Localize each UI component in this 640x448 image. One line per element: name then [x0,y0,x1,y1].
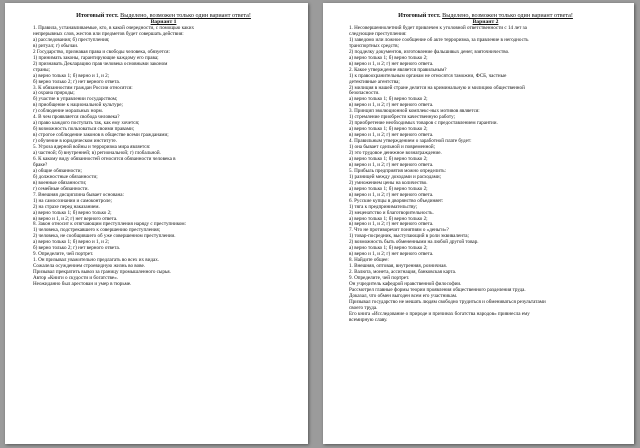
document-line: 9. Определите, чей портрет. [349,275,410,282]
document-line: 7. Что не противоречит понятиям о «деньги»? [349,227,449,234]
document-line: 2. Валюта, монета, ассигнация, банковская карта. [349,269,457,276]
document-line: 2) приобретение необходимых товаров с предоставлением гарантии. [349,120,498,127]
document-line: а) верно только 1; б) верно и 1, и 2; [33,72,110,79]
document-line: в) военные обязанности; [33,179,87,186]
document-line: а) верно только 1; б) верно только 2; [349,215,428,222]
document-line: Рассмотрел главные формы теории проявления общественного разделения труда. [349,286,526,293]
document-line: 2) меценатство и благотворительность. [349,209,434,216]
document-line: г) соблюдение моральных норм. [33,108,103,115]
document-line: 6. К какому виду обязанностей относится обязанности человека в [33,155,176,162]
document-line: в) строгое соблюдение законов в обществе всеми гражданами; [33,132,169,139]
document-line: 2) на страхе перед наказанием. [33,203,100,210]
document-line: в) верно и 1, и 2; г) нет верного ответа. [349,191,434,198]
document-line: в) приобщение к национальной культуре; [33,102,123,109]
document-line: 3. Принцип эволюционной комплекс-ных мотивов является: [349,108,480,115]
document-line: непрерывных слов, жестов или предметов будет совершать действия: [33,30,184,37]
document-line: страны; [33,66,50,73]
document-line: а) верно только 1; б) верно только 2; [349,155,428,162]
document-line: г) семейные обязанности. [33,185,89,192]
document-line: Он учредитель кафедрой нравственной философии. [349,280,462,287]
document-line: а) право каждого поступать так, как ему хочется; [33,120,140,127]
document-line: безопасности. [349,90,380,97]
document-line: а) расследования; б) преступления; [33,36,110,43]
question-list [349,26,622,324]
document-page-left [5,3,308,444]
document-line: 5. Прибыль предприятия можно определить: [349,167,446,174]
document-line: в) верно и 1, и 2; г) нет верного ответа. [349,132,434,139]
page-title [349,12,622,19]
document-line: 1) товар-посредник, выступающий в роли эквивалента; [349,233,469,240]
document-line: в) верно и 1, и 2; г) нет верного ответа. [349,251,434,258]
document-line: а) верно только 1; б) верно только 2; [349,126,428,133]
document-line: а) частной; б) внутренней; в) региональной; г) глобальной. [33,150,161,157]
document-line: 1. Он призывал уважительно предлагать во всех их видах. [33,257,160,264]
document-line: г) обучение в юридическом институте. [33,138,117,145]
document-line: 2) признавать Декларацию прав человека основными законом [33,60,168,67]
document-line: в) верно и 1, и 2; г) нет верного ответа. [349,102,434,109]
document-line: 1. Правила, устанавливаемые, кто, в какой очередности, с помощью каких [33,25,195,31]
document-line: транспортных средств; [349,42,399,49]
document-line: 1) она бывает сдельной и повременной; [349,144,436,151]
document-line: б) возможность пользоваться своими правами; [33,126,135,133]
document-line: 2. Какое утверждение является правильным? [349,66,447,73]
document-line: а) верно только 1; б) верно только 2; [349,185,428,192]
document-line: в) верно и 1, и 2; г) нет верного ответа. [349,161,434,168]
document-line: следующие преступления: [349,30,407,37]
document-line: 1) разницей между доходами и расходами; [349,173,441,180]
document-line: б) участие в управлении государством; [33,96,118,103]
document-line: 2) милиция в нашей стране делится на криминальную и милицию общественной [349,84,525,91]
document-line: 2) возможность быть обмененными на любой другой товар. [349,239,479,246]
document-line: а) верно только 1; б) верно только 2; [349,54,428,61]
document-line: а) верно только 1; б) верно только 2; [349,96,428,103]
question-list [33,26,294,288]
document-line: 8. Найдите общее: [349,257,389,264]
document-line: своего труда. [349,304,378,311]
variant-heading: Вариант 2 [472,19,499,25]
document-line: 1) тяга к предпринимательству; [349,203,418,210]
page-title [33,12,294,19]
document-line: 4. В чем проявляется свобода человека? [33,114,120,121]
title-text: Итоговый тест. [76,12,119,19]
document-line: а) верно только 1; б) верно и 1, и 2; [33,239,110,246]
document-line: Призывал государство не мешать людям свободно трудиться и обмениваться результатами [349,298,546,305]
document-line: б) верно только 2; г) нет верного ответа. [33,78,121,85]
document-line: Призывал прекратить вывоз за границу промышленного сырья. [33,269,171,276]
subtitle-text: Выделено, возможен только один вариант ответа! [442,12,573,19]
document-line: браке? [33,161,48,168]
document-line: а) верно только 1; б) верно только 2; [33,209,112,216]
document-line: а) общие обязанности; [33,167,82,174]
document-line: 1) на самосознании и самоконтроле; [33,197,112,204]
document-line: 1) заведомо или ложное сообщение об акте терроризма, за правление в негодность [349,36,529,43]
document-line: в) верно и 1, и 2; г) нет верного ответа. [349,60,434,67]
document-line: б) верно только 2; г) нет верного ответа. [33,245,121,252]
document-line: б) должностные обязанности; [33,173,98,180]
document-line: 8. Закон относит к отягчающим преступления наряду с преступником: [33,221,187,228]
document-line: 2) подделку документов, изготовление фальшивых денег, взяточничество. [349,48,510,55]
title-text: Итоговый тест. [398,12,441,19]
document-line: 2) умножением цены на количество. [349,179,428,186]
document-line: 4. Правильным утверждением о заработной плате будет: [349,138,472,145]
document-line: детективные агентства; [349,78,400,85]
document-line: Его книга «Исследование о природе и причинах богатства народов» привнесла ему [349,310,530,317]
document-line: Неожиданно был арестован и умер в тюрьме. [33,280,132,287]
document-line: 1. Несовершеннолетний будет привлечен к уголовной ответственности с 14 лет за [349,25,527,31]
document-line: 3. К обязанностям граждан России относятся: [33,84,133,91]
document-line: 9. Определите, чей портрет. [33,251,94,258]
document-line: а) охрана природы; [33,90,75,97]
document-line: 6. Русские купцы в дворянство объединяет: [349,197,444,204]
variant-heading: Вариант 1 [150,19,177,25]
document-line: Автор «Книги о скудости и богатстве». [33,275,119,282]
document-line: 1. Внешняя, оптовая, внутренняя, розничная. [349,263,448,270]
document-line: 5. Угроза ядерной войны и терроризма мира является: [33,144,151,151]
document-line: 1) принимать законы, гарантирующие каждому его права; [33,54,159,61]
document-line: а) верно только 1; б) верно только 2; [349,245,428,252]
document-line: Доказал, что обмен выгоден всем его участникам. [349,292,458,299]
document-line: всемирную славу. [349,316,388,323]
subtitle-text: Выделено, возможен только один вариант ответа! [120,12,251,19]
document-line: в) ритуал; г) обычаи. [33,42,79,49]
document-line: 2) человека, не сообщившего об уже совершенном преступлении. [33,233,176,240]
document-line: 2) это трудовое денежное вознаграждение. [349,150,442,157]
document-line: 1) к правоохранительным органам не относятся таможни, ФСБ, частные [349,72,507,79]
document-line: в) верно и 1, и 2; г) нет верного ответа. [349,221,434,228]
document-line: 7. Внешняя дисциплина бывает основана: [33,191,124,198]
document-line: Сожалела осуждением строевидную жизнь во вове. [33,263,146,270]
document-line: 1) человека, подстрекавшего к совершению преступления; [33,227,161,234]
document-page-right [323,3,634,444]
document-line: 2 Государство, признавая права и свободы человека, обязуется: [33,48,170,55]
document-line: 1) стремление приобрести качественную работу; [349,114,455,121]
document-line: в) верно и 1, и 2; г) нет верного ответа. [33,215,118,222]
